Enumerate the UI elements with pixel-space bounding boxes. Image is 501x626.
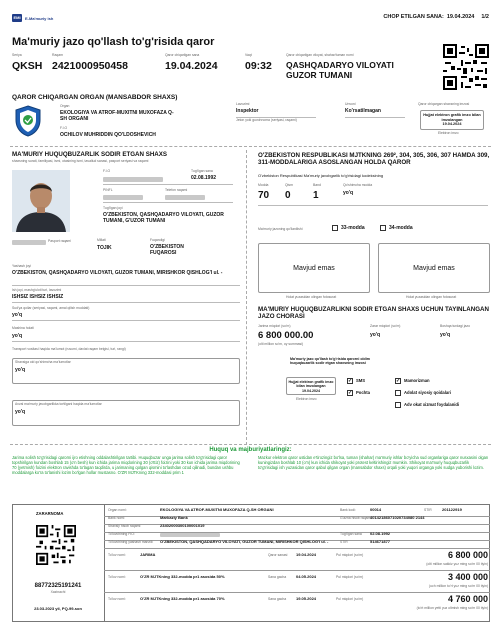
slip-row-label: To'lovchining FIO: xyxy=(108,532,135,536)
badge-label: Jeton yoki guvohnoma (seriyasi, raqami) xyxy=(236,118,297,122)
work-value: ISHSIZ ISHSIZ ISHSIZ xyxy=(12,294,64,300)
amount-words: (olti million sakkiz yuz ming so'm 00 tiyin) xyxy=(426,562,488,566)
other-value: yo'q xyxy=(440,332,451,338)
amount-date-label: Qaror sanasi xyxy=(268,553,288,557)
option-checkbox-2[interactable] xyxy=(395,390,401,396)
slip-row-label: Bank nomi: xyxy=(108,516,125,520)
code-label: O'zbekiston Respublikasi Ma'muriy javobgarlik to'g'risidagi kodeksining xyxy=(258,173,384,178)
article-header: O'ZBEKISTON RESPUBLIKASI MJTKNING 269², 304, 305, 306, 307 HAMDA 309, 311-MODDALARIGA ASOSLANGAN HOLDA QAROR xyxy=(258,152,490,167)
address-value: O'ZBEKISTON, QASHQADARYO VILOYATI, GUZOR TUMANI, MIRISHKOR QISHLOG'I ul. - xyxy=(12,270,223,276)
amount-sum: 6 800 000 xyxy=(447,550,488,560)
slip-row-value: 23402000300100001019 xyxy=(160,523,205,528)
fine-sub: (olti million so'm, oy summasi) xyxy=(258,342,304,346)
shield-emblem-icon xyxy=(14,105,42,137)
payer-name-redacted xyxy=(160,533,220,537)
organ-header: QAROR CHIQARGAN ORGAN (MANSABDOR SHAXS) xyxy=(12,94,178,101)
extra-value: yo'q xyxy=(343,190,354,196)
delivery-checkbox-post[interactable]: ✓ xyxy=(348,390,353,396)
modda-label: Modda xyxy=(258,183,269,187)
previous-value: yo'q xyxy=(12,312,23,318)
person-fio-label: F.I.O xyxy=(103,169,111,173)
birthplace-value: O'ZBEKISTON, QASHQADARYO VILOYATI, GUZOR TUMANI, G'UZOR TUMANI xyxy=(103,212,224,224)
payment-qr-number: 88772325191241 xyxy=(34,583,82,589)
qism-value: 0 xyxy=(285,190,291,201)
slip-row-value-2: 02.08.1992 xyxy=(370,531,391,536)
address-label: Yashash joyi xyxy=(12,264,31,268)
slip-row-label-2: Bank kodi: xyxy=(340,508,356,512)
slip-row-label-2: G'azna hisob raqami xyxy=(340,516,371,520)
slip-row-label: Shaxsiy hisob raqami: xyxy=(108,524,142,528)
option-checkbox-1[interactable]: ✓ xyxy=(396,378,401,384)
organ-fio: OCHILOV MUHRIDDIN QO'LDOSHEVICH xyxy=(60,132,156,138)
rights-left-text: Jarima solish to'g'risidagi qarorni ijro etishning oddalashtirilgan tartibi. Huquqbuzar unga jarima solish to'g'risidagi qaror topshirilgan kundan boshlab 15 (o'n besh) kun ichida jarima miqdorining 30 (o'ttiz) foizini yoki 30 kun ichida jarima miqdorining 70 (yetmish) foizini elektron ravishda to'lagan taqdirda, u jarimaning qolgan qismini to'lashdan ozod qilinadi, bundan ushbu moddalarga ko'ra to'lanishi lozim bo'lgan hollar mustasno. O'ZR MJTKning 332-moddasi prim 1 xyxy=(12,455,240,476)
time-value: 09:32 xyxy=(245,60,272,72)
option-3-label: Adv okat xizmat foydalanidi xyxy=(404,402,460,407)
vehicle-label: Mashina holati xyxy=(12,326,34,330)
nation-value: TOJIK xyxy=(97,245,112,251)
zarar-label: ZARARNOMA xyxy=(36,511,64,516)
birthplace-label: Tug'ilgan joyi xyxy=(103,206,123,210)
print-date: CHOP ETILGAN SANA: 19.04.2024 1/2 xyxy=(383,14,489,20)
time-label: Vaqt xyxy=(245,53,252,57)
passport-label: Pasport raqami xyxy=(48,239,71,243)
pinfl-redacted xyxy=(103,195,143,200)
slip-row-value: Markaziy Bank xyxy=(160,515,188,520)
person-fio-redacted xyxy=(103,177,163,182)
notice-label: Ma'muriy jazo qo'llash to'g'risida qarorni oldim huquqbuzarlik sodir etgan shaxsning imzosi xyxy=(290,357,370,366)
phone-label: Telefon raqami xyxy=(165,188,188,192)
slip-row-value-2: 514671877 xyxy=(370,539,391,544)
page-title: Ma'muriy jazo qo'llash to'g'risida qaror xyxy=(12,36,215,48)
victim-label: Avval ma'muriy javobgarlikka tortilgani haqida ma'lumotlar xyxy=(15,402,102,406)
band-label: Band xyxy=(313,183,321,187)
amount-name: JARIMA xyxy=(140,552,156,557)
checkbox-33[interactable] xyxy=(332,225,338,231)
passport-redacted xyxy=(12,240,46,245)
amount-date: 19.04.2024 xyxy=(296,552,317,557)
amount-name: O'ZR MJTKning 332-modda pr1 asosida 70% xyxy=(140,596,225,601)
organ-fio-label: F.I.O xyxy=(60,126,68,130)
vehicle-value: yo'q xyxy=(12,333,23,339)
rights-title: Huquq va majburiyatlaringiz: xyxy=(209,447,292,453)
witness-label: Shaxsiga oid qo'shimcha ma'lumotlar xyxy=(15,360,71,364)
organ-sign-label: Qaror chiqargan shaxsning imzosi xyxy=(418,102,470,106)
amount-sum: 3 400 000 xyxy=(447,572,488,582)
number-value: 2421000950458 xyxy=(52,60,128,72)
amount-date-label: Sana gacha xyxy=(268,597,287,601)
birth-value: 02.08.1992 xyxy=(191,175,217,181)
logo-icon: EMI xyxy=(13,15,21,20)
slip-row-label: To'lovchining yashash manzili: xyxy=(108,540,154,544)
amount-date: 19.05.2024 xyxy=(296,596,317,601)
amount-name-label: To'lov nomi: xyxy=(108,553,126,557)
organ-label: Organ xyxy=(60,104,70,108)
person-header: MA'MURIY HUQUQBUZARLIK SODIR ETGAN SHAXS xyxy=(12,151,168,158)
offender-e-signature: Hujjat elektron grafik imzo bilan imzolangan 19.04.2024 xyxy=(286,377,336,395)
phone-redacted xyxy=(165,195,205,200)
payment-qr-label: Xazinachi xyxy=(50,590,66,594)
transport-label: Transport vositasi haqida ma'lumot (rusumi, davlat raqam belgisi, turi, rangi) xyxy=(12,347,126,351)
bkm-value: yo'q xyxy=(370,332,381,338)
person-photo xyxy=(12,170,70,232)
amount-sum-label: Pul miqdori (so'm) xyxy=(336,553,364,557)
qr-code-icon xyxy=(443,44,489,90)
slip-row-value: O'ZBEKISTON, QASHQADARYO VILOYATI, GUZOR TUMANI, MIRISHKOR QISHLOG'I ul. - xyxy=(160,539,329,544)
penalty-header: MA'MURIY HUQUQBUZARLIKNI SODIR ETGAN SHAXS UCHUN TAYINLANGAN JAZO CHORASI xyxy=(258,306,489,321)
work-label: Ish joyi, mashg'uloti turi, lavozimi xyxy=(12,288,62,292)
rank-label: Unvoni xyxy=(345,102,356,106)
birth-label: Tug'ilgan sana xyxy=(191,169,213,173)
victim-value: yo'q xyxy=(15,409,26,415)
mitigating-label: Ma'muriy jazoning qo'llanilishi xyxy=(258,227,303,231)
amount-words: (to'rt million yetti yuz oltmish ming so'm 00 tiyin) xyxy=(416,606,488,610)
slip-row-label-2: Tug'ilgan sana xyxy=(340,532,362,536)
amount-name: O'ZR MJTKning 332-modda pr1 asosida 50% xyxy=(140,574,225,579)
extra-label: Qo'shimcha modda xyxy=(343,183,373,187)
slip-row-value-3: 201122919 xyxy=(442,507,462,512)
nation-label: Millati xyxy=(97,238,106,242)
amount-sum-label: Pul miqdori (so'm) xyxy=(336,597,364,601)
citizen-value: O'ZBEKISTON FUQAROSI xyxy=(150,244,184,256)
payment-qr-code-icon xyxy=(36,525,76,565)
modda-value: 70 xyxy=(258,190,270,201)
witness-value: yo'q xyxy=(15,367,26,373)
rank-value: Ko'rsatilmagan xyxy=(345,108,381,114)
fine-label: Jarima miqdori (so'm) xyxy=(258,324,291,328)
date-label: Qaror chiqarilgan sana xyxy=(165,53,200,57)
payment-qr-date: 23.03.2023 yil, PQ-99-son xyxy=(34,606,82,611)
number-label: Raqam xyxy=(52,53,63,57)
amount-sum-label: Pul miqdori (so'm) xyxy=(336,575,364,579)
slip-row-label: Organ nomi: xyxy=(108,508,127,512)
organ-e-signature: Hujjat elektron grafik imzo bilan imzolangan 19.04.2024 xyxy=(420,110,484,130)
band-value: 1 xyxy=(313,190,319,201)
bkm-label: Zarar miqdori (so'm) xyxy=(370,324,401,328)
photo-caption-2: Holat yuzasidan olingan fotosurat xyxy=(406,295,457,299)
amount-sum: 4 760 000 xyxy=(447,594,488,604)
organ-sign-caption: Elektron imzo xyxy=(438,131,459,135)
delivery-post-label: Pochta xyxy=(356,390,370,395)
opt34-label: 34-modda xyxy=(389,225,413,231)
position-label: Lavozimi xyxy=(236,102,250,106)
qism-label: Qism xyxy=(285,183,293,187)
logo-text: E-Ma'muriy ish xyxy=(25,15,54,21)
checkbox-34[interactable] xyxy=(380,225,386,231)
delivery-checkbox-sms[interactable]: ✓ xyxy=(348,378,353,384)
app-logo xyxy=(12,14,53,22)
offender-sign-caption: Elektron imzo xyxy=(296,397,317,401)
person-sub: shaxsning surati, familiyasi, ismi, otasining ismi, tavallud sanasi, pasport seriyasi va raqami xyxy=(12,159,149,163)
amount-date: 04.05.2024 xyxy=(296,574,317,579)
citizen-label: Fuqaroligi xyxy=(150,238,165,242)
date-value: 19.04.2024 xyxy=(165,60,218,72)
previous-label: Sud'ya qoilar (seriyasi, raqami, amal qilish muddati) xyxy=(12,306,90,310)
photo-caption-1: Holat yuzasidan olingan fotosurat xyxy=(286,295,337,299)
photo-placeholder-1: Mavjud emas xyxy=(258,243,370,293)
slip-row-value: EKOLOGIYA VA ATROF-MUXITNI MUXOFAZA Q-SH ORGANI xyxy=(160,507,274,512)
opt33-label: 33-modda xyxy=(341,225,365,231)
fine-value: 6 800 000.00 xyxy=(258,330,314,341)
organ-name: EKOLOGIYA VA ATROF-MUXITNI MUXOFAZA Q-SH ORGANI xyxy=(60,110,174,122)
slip-row-value-2: 40142186071020734080 2144 xyxy=(370,515,425,520)
rights-right-text: Mazkur elektron qaror ustidan e'tirozingiz bo'lsa, tuman (shahar) ma'muriy ishlar bo'yicha sud organlariga qaror nusxasini olgan kuningizdan boshlab 10 (o'n) kun ichida shikoyat yoki protest keltirishingiz mumkin. Shikoyat ma'muriy huquqbuzarlik to'g'risidagi ish yuzasidan qaror qabul qilgan organ (mansabdor shaxs) orqali yoki yuqori organga yoki sudga yuborishi lozim. xyxy=(258,455,489,471)
amount-words: (uch million to'rt yuz ming so'm 00 tiyin) xyxy=(429,584,488,588)
slip-row-label-2: STIR xyxy=(340,540,348,544)
place-label: Qaror chiqarilgan viloyat, shahar/tuman nomi xyxy=(286,53,354,57)
delivery-sms-label: SMS xyxy=(356,378,366,383)
other-label: Boshqa turdagi jazo xyxy=(440,324,470,328)
option-checkbox-3[interactable] xyxy=(395,402,401,408)
amount-date-label: Sana gacha xyxy=(268,575,287,579)
photo-placeholder-2: Mavjud emas xyxy=(378,243,490,293)
option-2-label: Adolat siyosiy qoidalari xyxy=(404,390,452,395)
series-value: QKSH xyxy=(12,60,43,72)
option-1-label: Mamorizman xyxy=(404,378,430,383)
pinfl-label: PINFL xyxy=(103,188,113,192)
amount-name-label: To'lov nomi: xyxy=(108,575,126,579)
series-label: Seriya xyxy=(12,53,22,57)
place-value: QASHQADARYO VILOYATI GUZOR TUMANI xyxy=(286,60,394,80)
amount-name-label: To'lov nomi: xyxy=(108,597,126,601)
slip-row-label-3: STIR xyxy=(424,508,432,512)
slip-row-value-2: 00014 xyxy=(370,507,382,512)
position-value: Inspektor xyxy=(236,108,259,114)
